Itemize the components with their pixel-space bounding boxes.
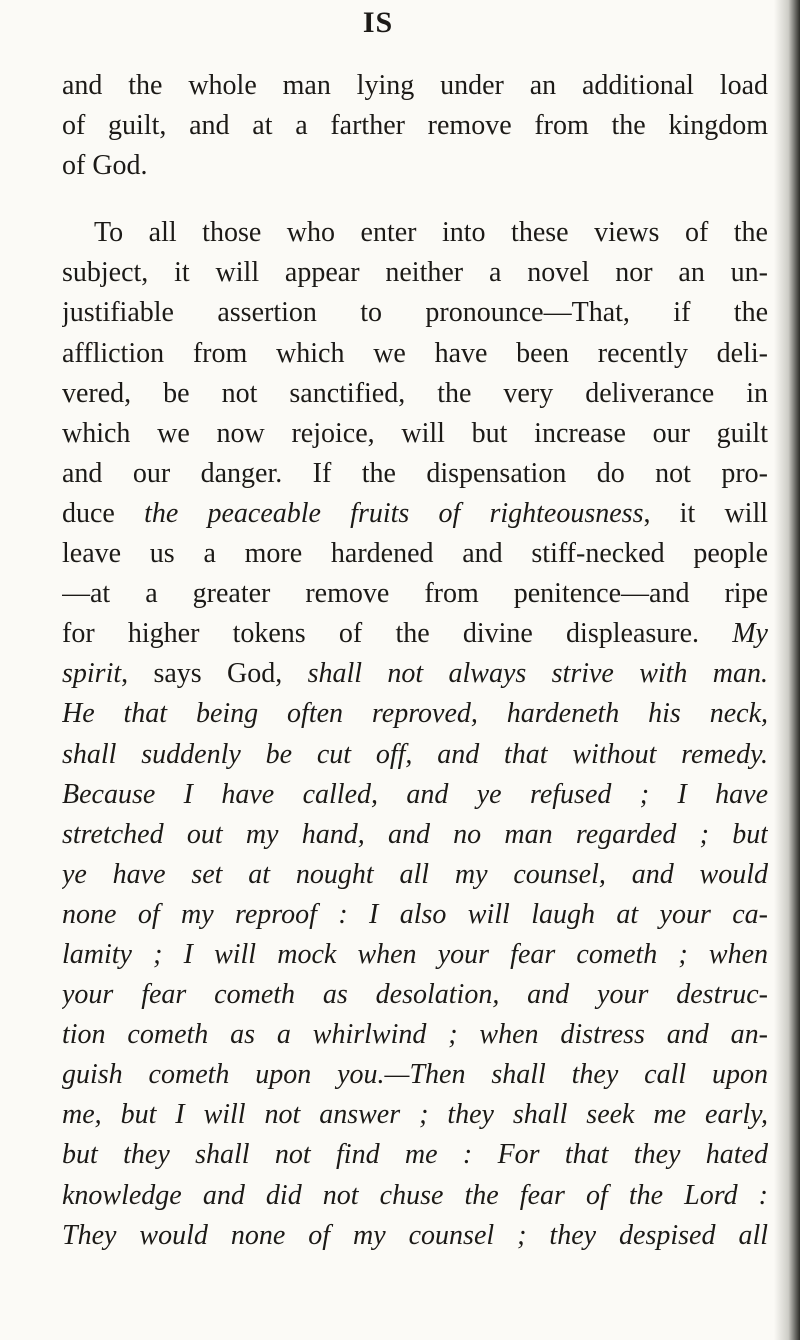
text-line (62, 454, 768, 494)
text-line (62, 293, 768, 333)
italic-run: My (732, 618, 768, 650)
text-run: , it will (643, 497, 768, 529)
text-line (62, 1015, 768, 1055)
text-run: of God. (62, 150, 148, 182)
text-line (62, 146, 768, 186)
italic-run: your fear cometh as desolation, and your destruc- (62, 979, 768, 1011)
text-line (62, 1055, 768, 1095)
text-line (62, 735, 768, 775)
text-run: To all those who enter into these views of the (94, 217, 768, 249)
text-line (62, 106, 768, 146)
italic-run: tion cometh as a whirlwind ; when distress and an- (62, 1019, 768, 1051)
italic-run: ye have set at nought all my counsel, and would (62, 858, 768, 890)
text-line (62, 534, 768, 574)
text-run: justifiable assertion to pronounce—That, if the (62, 297, 768, 329)
italic-run: the peaceable fruits of righteousness (144, 497, 644, 529)
text-run: vered, be not sanctified, the very deliverance in (62, 377, 768, 409)
text-run: subject, it will appear neither a novel nor an un- (62, 257, 768, 289)
text-line (62, 1095, 768, 1135)
italic-run: He that being often reproved, hardeneth his neck, (62, 698, 768, 730)
text-line (62, 855, 768, 895)
text-run: , says God, (121, 658, 308, 690)
page-number: IS (362, 6, 394, 39)
text-run: —at a greater remove from penitence—and ripe (62, 578, 768, 610)
italic-run: but they shall not find me : For that they hated (62, 1139, 768, 1171)
text-run: leave us a more hardened and stiff-necked people (62, 538, 768, 570)
italic-run: shall not always strive with man. (307, 658, 768, 690)
text-run: affliction from which we have been recently deli- (62, 337, 768, 369)
text-line (62, 253, 768, 293)
text-line (62, 654, 768, 694)
italic-run: lamity ; I will mock when your fear cometh ; when (62, 938, 768, 970)
text-line (62, 213, 768, 253)
text-run: for higher tokens of the divine displeasure. (62, 618, 733, 650)
text-line (62, 895, 768, 935)
text-line (62, 614, 768, 654)
italic-run: guish cometh upon you.—Then shall they call upon (62, 1059, 768, 1091)
text-line (62, 374, 768, 414)
italic-run: Because I have called, and ye refused ; I have (62, 778, 768, 810)
body-text (62, 66, 768, 1256)
text-line (62, 1216, 768, 1256)
italic-run: knowledge and did not chuse the fear of the Lord : (62, 1179, 768, 1211)
italic-run: shall suddenly be cut off, and that without remedy. (62, 738, 768, 770)
text-run: duce (62, 497, 145, 529)
italic-run: me, but I will not answer ; they shall seek me early, (62, 1099, 768, 1131)
text-line (62, 1135, 768, 1175)
page-edge-shadow (774, 0, 800, 1340)
text-line (62, 975, 768, 1015)
italic-run: spirit (62, 658, 122, 690)
text-line (62, 1176, 768, 1216)
text-line (62, 694, 768, 734)
italic-run: stretched out my hand, and no man regarded ; but (62, 818, 768, 850)
text-run: and our danger. If the dispensation do not pro- (62, 457, 768, 489)
text-run: and the whole man lying under an additional load (62, 70, 768, 101)
text-run: of guilt, and at a farther remove from the kingdom (62, 110, 768, 142)
text-line (62, 775, 768, 815)
italic-run: They would none of my counsel ; they despised all (62, 1219, 768, 1251)
text-line (62, 334, 768, 374)
italic-run: none of my reproof : I also will laugh at your ca- (62, 898, 768, 930)
text-line (62, 815, 768, 855)
text-line (62, 574, 768, 614)
text-run: which we now rejoice, will but increase our guilt (62, 417, 768, 449)
text-line (62, 414, 768, 454)
text-line (62, 494, 768, 534)
text-line (62, 66, 768, 106)
text-line (62, 935, 768, 975)
